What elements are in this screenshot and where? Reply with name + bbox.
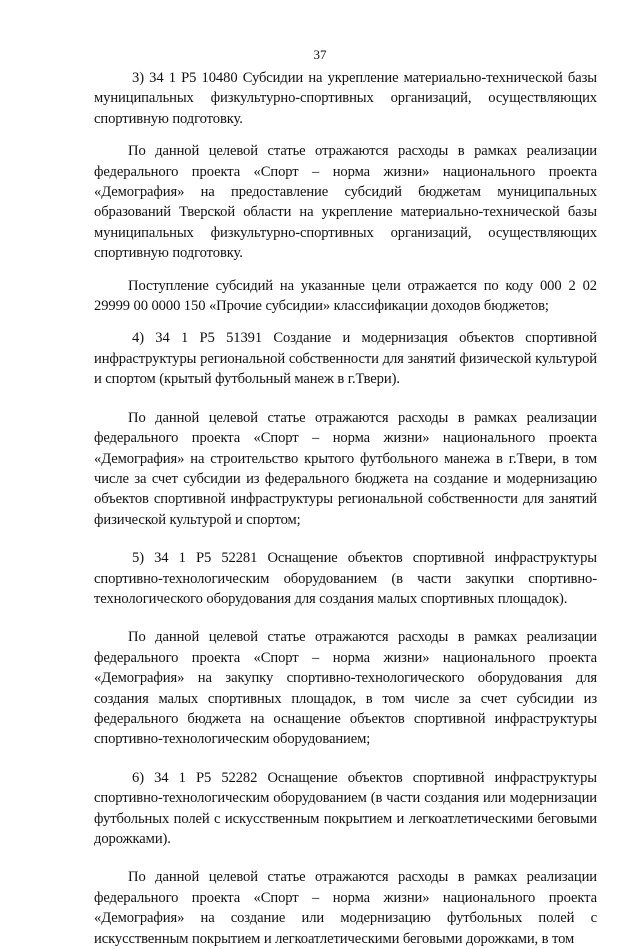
- item-3-description-paragraph: По данной целевой статье отражаются расходы в рамках реализации федерального проекта «Спорт – норма жизни» национального проекта «Демография» на предоставление субсидий бюджетам муниципальных образований Тверской области на укрепление материально-технической базы муниципальных физкультурно-спортивных организаций, осуществляющих спортивную подготовку.: [94, 143, 597, 262]
- item-4-paragraph: 4) 34 1 P5 51391 Создание и модернизация объектов спортивной инфраструктуры региональной собственности для занятий физической культурой и спортом (крытый футбольный манеж в г.Твери).: [94, 330, 597, 388]
- item-5-description-paragraph: По данной целевой статье отражаются расходы в рамках реализации федерального проекта «Спорт – норма жизни» национального проекта «Демография» на закупку спортивно-технологического оборудования для создания малых спортивных площадок, в том числе за счет субсидии из федерального бюджета на оснащение объектов спортивной инфраструктуры спортивно-технологическим оборудованием;: [94, 629, 597, 748]
- item-6-description-paragraph: По данной целевой статье отражаются расходы в рамках реализации федерального проекта «Спорт – норма жизни» национального проекта «Демография» на создание или модернизацию футбольных полей с искусственным покрытием и легкоатлетическими беговыми дорожками, в том: [94, 869, 597, 947]
- item-5-paragraph: 5) 34 1 P5 52281 Оснащение объектов спортивной инфраструктуры спортивно-технологическим оборудованием (в части закупки спортивно-технологического оборудования для создания малых спортивных площадок).: [94, 550, 597, 607]
- item-6-paragraph: 6) 34 1 P5 52282 Оснащение объектов спортивной инфраструктуры спортивно-технологическим оборудованием (в части создания или модернизации футбольных полей с искусственным покрытием и легкоатлетическими беговыми дорожками).: [94, 769, 597, 847]
- item-3-paragraph: 3) 34 1 P5 10480 Субсидии на укрепление материально-технической базы муниципальных физкультурно-спортивных организаций, осуществляющих спортивную подготовку.: [94, 70, 597, 127]
- item-4-description-paragraph: По данной целевой статье отражаются расходы в рамках реализации федерального проекта «Спорт – норма жизни» национального проекта «Демография» на строительство крытого футбольного манежа в г.Твери, в том числе за счет субсидии из федерального бюджета на создание и модернизацию объектов спортивной инфраструктуры региональной собственности для занятий физической культурой и спортом;: [94, 409, 597, 528]
- document-body: [94, 68, 597, 949]
- page-number: 37: [313, 47, 327, 62]
- income-code-paragraph: Поступление субсидий на указанные цели отражается по коду 000 2 02 29999 00 0000 150 «Прочие субсидии» классификации доходов бюджетов;: [94, 277, 597, 315]
